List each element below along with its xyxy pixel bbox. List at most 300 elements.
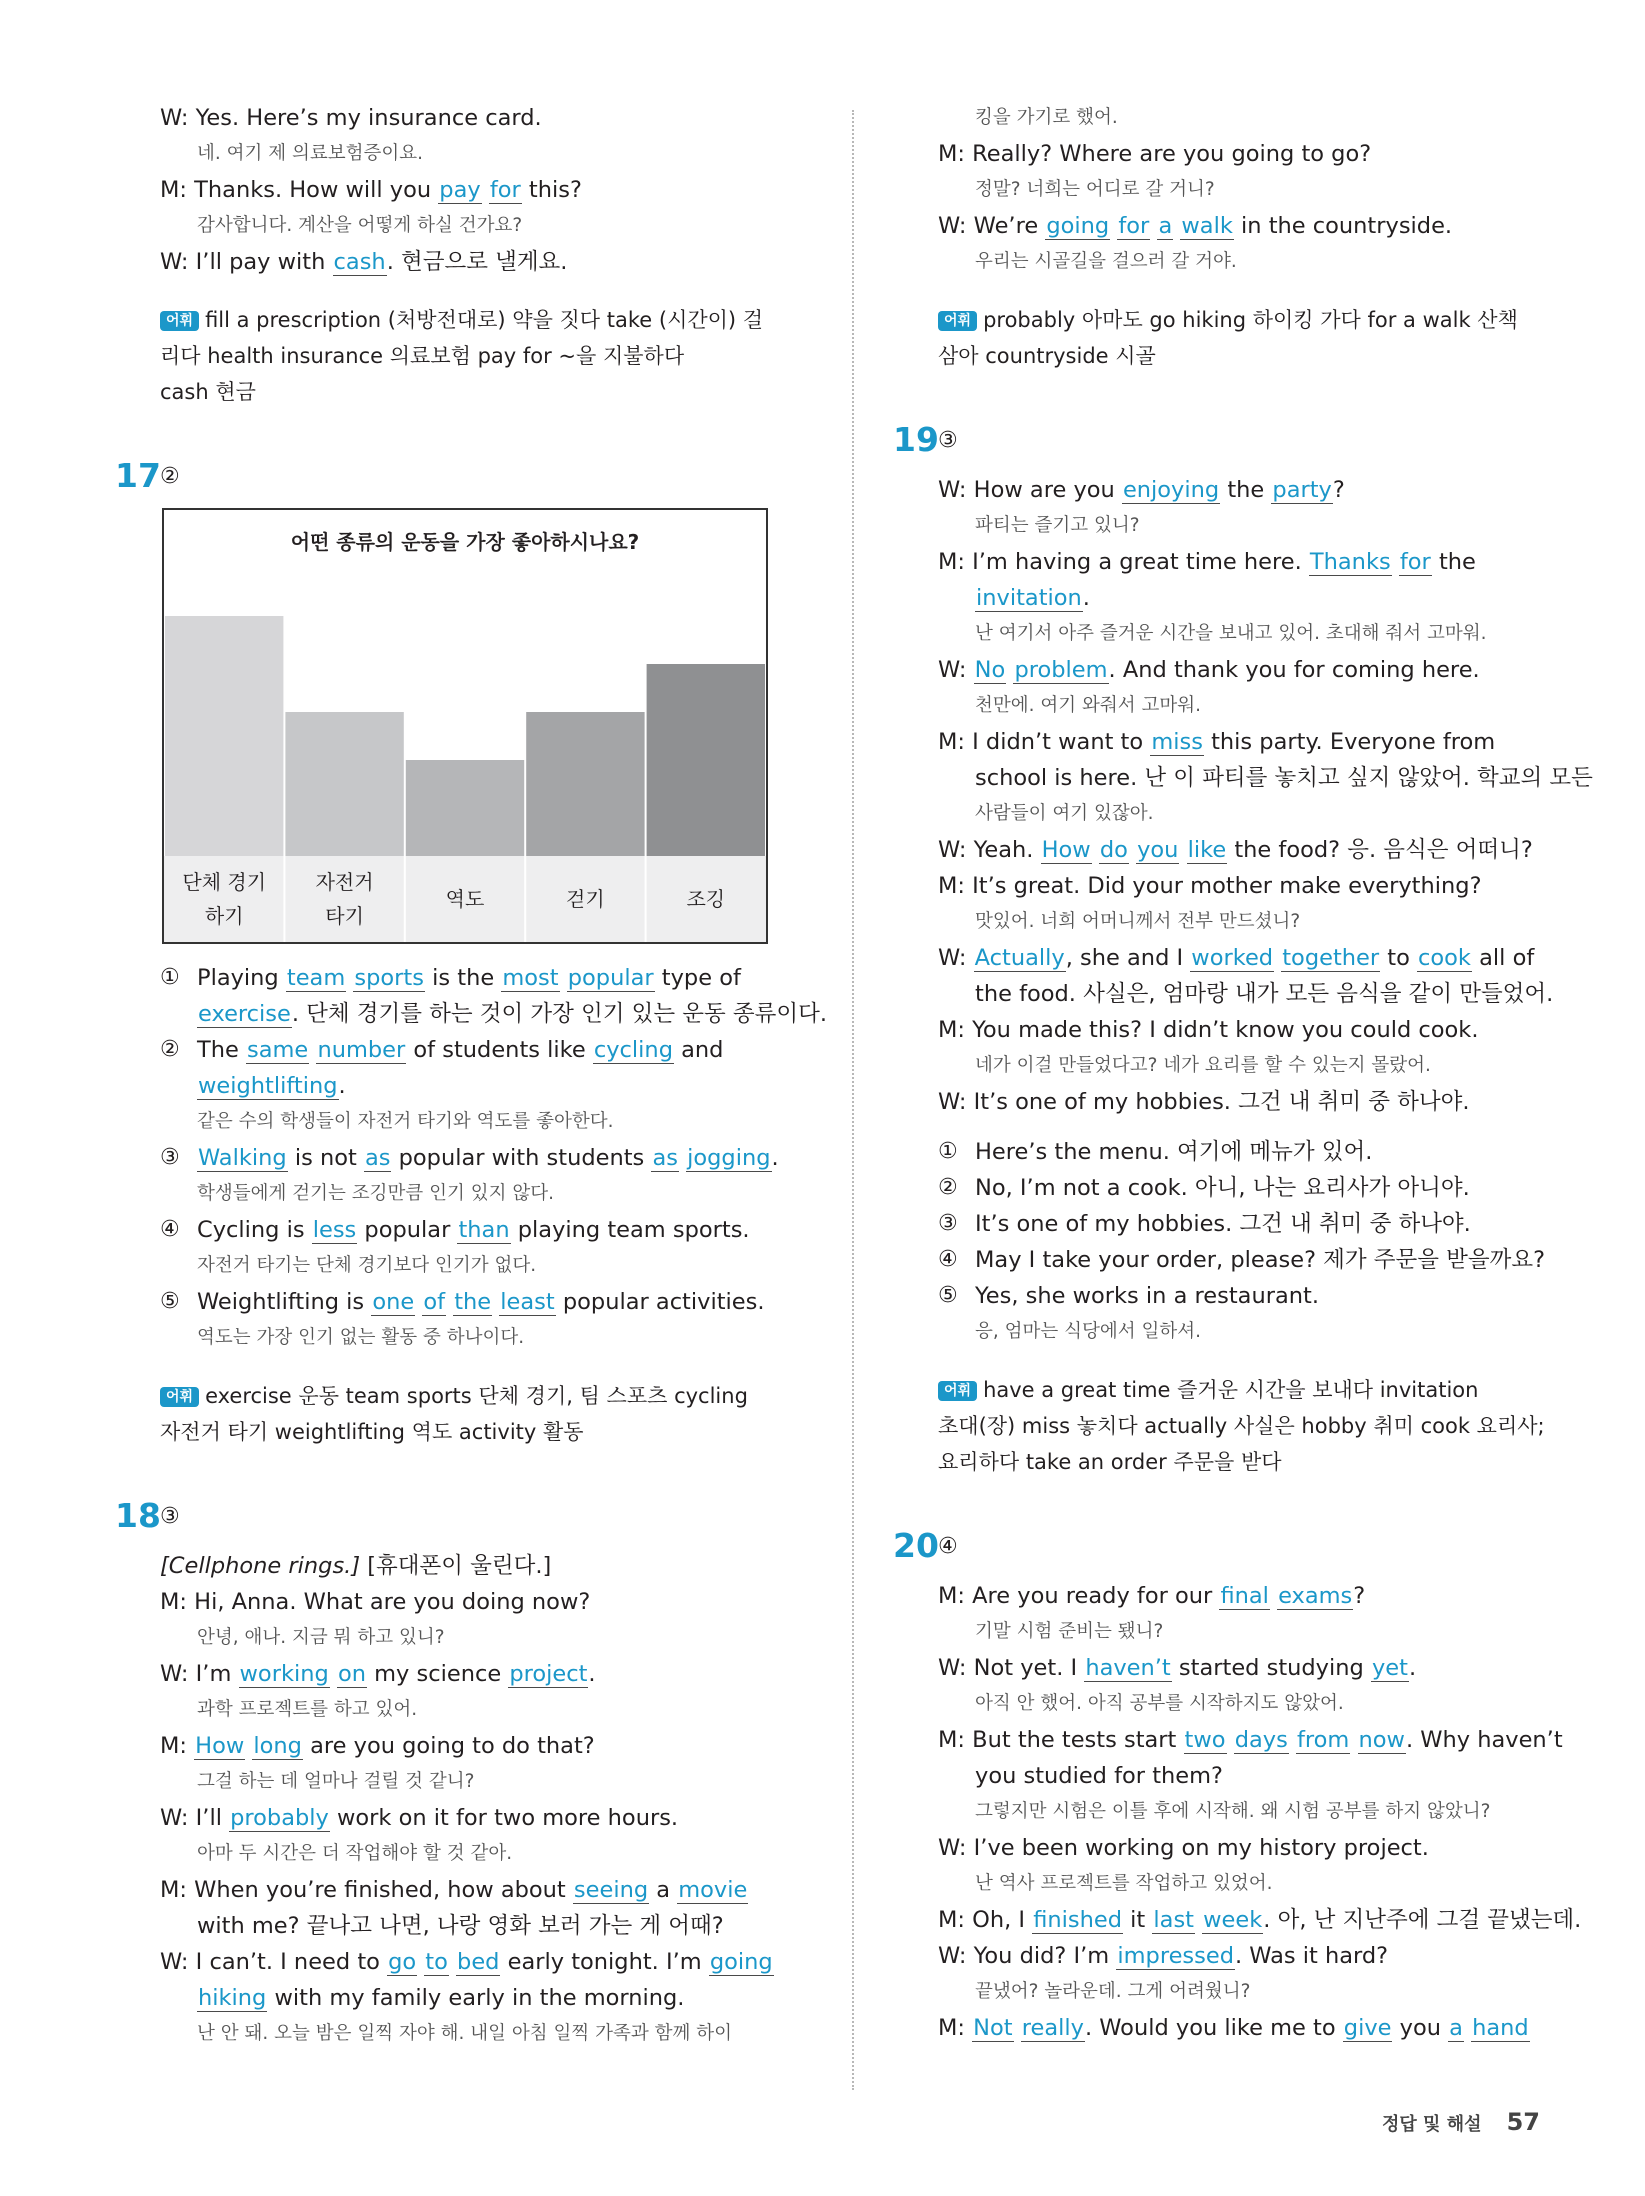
text-segment: Here’s the menu. 여기에 메뉴가 있어. xyxy=(975,1139,1373,1165)
text-segment: W: Yes. Here’s my insurance card. xyxy=(160,105,542,131)
text-segment: are you going to do that? xyxy=(302,1733,595,1759)
chart-x-tick-label: 역도 xyxy=(445,887,485,911)
dialogue-line xyxy=(938,868,1598,904)
answer-blank: a xyxy=(1158,213,1173,239)
text-segment: playing team sports. xyxy=(510,1217,750,1243)
question-number: 17 xyxy=(115,456,161,495)
vocab-tag: 어휘 xyxy=(938,311,977,331)
text-segment: W: xyxy=(938,657,974,683)
text-segment: M: Hi, Anna. What are you doing now? xyxy=(160,1589,591,1615)
option-line xyxy=(160,1284,820,1320)
stage-direction: [Cellphone rings.] xyxy=(160,1553,361,1579)
text-segment: M: xyxy=(938,2015,973,2041)
chart-x-tick-label: 단체 경기 하기 xyxy=(182,870,267,928)
korean-translation: 자전거 타기는 단체 경기보다 인기가 없다. xyxy=(197,1255,537,1276)
answer-blank: days xyxy=(1234,1727,1288,1753)
answer-blank: party xyxy=(1272,477,1332,503)
text-segment: is not xyxy=(287,1145,364,1171)
text-segment: W: I’ll pay with xyxy=(160,249,333,275)
answer-blank: haven’t xyxy=(1085,1655,1171,1681)
question-answer: ③ xyxy=(160,1504,180,1529)
text-segment: The xyxy=(197,1037,246,1063)
text-segment: W: I’ll xyxy=(160,1805,230,1831)
page-footer xyxy=(1382,2108,1540,2136)
text-segment: Weightlifting is xyxy=(197,1289,372,1315)
q17-options xyxy=(160,960,827,1356)
vocab-line xyxy=(160,302,820,338)
footer-title: 정답 및 해설 xyxy=(1382,2114,1482,2135)
answer-blank: as xyxy=(364,1145,391,1171)
q19-dialogue xyxy=(938,472,1598,1120)
answer-blank: for xyxy=(1399,549,1431,575)
vocab-box-17 xyxy=(160,1378,820,1450)
dialogue-line xyxy=(938,1650,1598,1686)
vocab-line xyxy=(160,338,820,374)
text-segment: work on it for two more hours. xyxy=(329,1805,679,1831)
text-segment: W: How are you xyxy=(938,477,1122,503)
answer-blank: How xyxy=(195,1733,245,1759)
page-number: 57 xyxy=(1506,2108,1540,2136)
option-number: ④ xyxy=(160,1217,180,1242)
question-answer: ③ xyxy=(938,428,958,453)
question-answer: ④ xyxy=(938,1534,958,1559)
q20-dialogue xyxy=(938,1578,1598,2046)
answer-blank: final xyxy=(1220,1583,1269,1609)
dialogue-line xyxy=(938,2010,1598,2046)
option-line xyxy=(938,1278,1598,1314)
answer-blank: seeing xyxy=(573,1877,649,1903)
vocab-tag: 어휘 xyxy=(160,311,199,331)
option-line xyxy=(160,1212,820,1248)
answer-blank: project xyxy=(509,1661,588,1687)
answer-blank: less xyxy=(312,1217,357,1243)
text-segment: W: I can’t. I need to xyxy=(160,1949,388,1975)
dialogue-line xyxy=(938,208,1598,244)
answer-blank: No xyxy=(974,657,1006,683)
dialogue-line xyxy=(160,1656,820,1692)
text-segment: ? xyxy=(1332,477,1345,503)
korean-translation: 네가 이걸 만들었다고? 네가 요리를 할 수 있는지 몰랐어. xyxy=(975,1055,1431,1076)
text-segment: . xyxy=(771,1145,779,1171)
answer-blank: impressed xyxy=(1117,1943,1234,1969)
dialogue-line xyxy=(160,1980,820,2016)
chart-x-tick-label: 걷기 xyxy=(566,887,605,911)
text-segment xyxy=(1350,1727,1357,1753)
answer-blank: Walking xyxy=(198,1145,287,1171)
answer-blank: one xyxy=(372,1289,415,1315)
vocab-text: 초대(장) miss 놓치다 actually 사실은 hobby 취미 cook 요리사; xyxy=(938,1414,1545,1438)
answer-blank: finished xyxy=(1033,1907,1123,1933)
text-segment: W: I’ve been working on my history project. xyxy=(938,1835,1429,1861)
dialogue-line xyxy=(938,1830,1598,1866)
q19-header xyxy=(893,414,1598,472)
question-answer: ② xyxy=(160,464,180,489)
option-number: ① xyxy=(938,1139,958,1164)
dialogue-line xyxy=(938,760,1598,796)
chart-title: 어떤 종류의 운동을 가장 좋아하시나요? xyxy=(290,530,640,554)
answer-blank: Actually xyxy=(974,945,1065,971)
option-number: ① xyxy=(160,965,180,990)
korean-translation: 그걸 하는 데 얼마나 걸릴 것 같니? xyxy=(197,1771,475,1792)
dialogue-line xyxy=(160,1584,820,1620)
text-segment: in the countryside. xyxy=(1233,213,1453,239)
answer-blank: team xyxy=(286,965,346,991)
answer-blank: than xyxy=(458,1217,510,1243)
text-segment xyxy=(1179,837,1186,863)
text-segment: M: But the tests start xyxy=(938,1727,1184,1753)
answer-blank: working xyxy=(239,1661,329,1687)
korean-translation: 역도는 가장 인기 없는 활동 중 하나이다. xyxy=(197,1327,525,1348)
question-number: 19 xyxy=(893,420,939,459)
vocab-line xyxy=(160,1378,820,1414)
vocab-tag: 어휘 xyxy=(938,1381,977,1401)
text-segment: it xyxy=(1123,1907,1153,1933)
answer-blank: number xyxy=(317,1037,406,1063)
text-segment: started studying xyxy=(1171,1655,1371,1681)
chart-x-tick-label: 조깅 xyxy=(686,887,726,911)
text-segment: early tonight. I’m xyxy=(500,1949,709,1975)
bar-chart xyxy=(162,508,768,944)
korean-translation: 파티는 즐기고 있니? xyxy=(975,515,1140,536)
korean-translation: 안녕, 애나. 지금 뭐 하고 있니? xyxy=(197,1627,445,1648)
text-segment: . xyxy=(338,1073,346,1099)
vocab-box-18 xyxy=(938,302,1598,374)
text-segment: W: Yeah. xyxy=(938,837,1041,863)
option-line xyxy=(160,960,820,996)
text-segment: May I take your order, please? 제가 주문을 받을까요? xyxy=(975,1247,1546,1273)
q20-header xyxy=(893,1520,1598,1578)
text-segment xyxy=(1227,1727,1234,1753)
text-segment: M: Oh, I xyxy=(938,1907,1033,1933)
korean-translation: 정말? 너희는 어디로 갈 거니? xyxy=(975,179,1215,200)
answer-blank: problem xyxy=(1014,657,1108,683)
dialogue-line xyxy=(160,100,820,136)
dialogue-line xyxy=(160,1728,820,1764)
answer-blank: same xyxy=(247,1037,309,1063)
text-segment: W: You did? I’m xyxy=(938,1943,1117,1969)
option-number: ⑤ xyxy=(160,1289,180,1314)
text-segment: No, I’m not a cook. 아니, 나는 요리사가 아니야. xyxy=(975,1175,1470,1201)
answer-blank: for xyxy=(489,177,521,203)
answer-blank: cycling xyxy=(593,1037,673,1063)
text-segment: a xyxy=(649,1877,678,1903)
option-line xyxy=(160,1140,820,1176)
chart-x-labels xyxy=(164,856,766,942)
answer-blank: Thanks xyxy=(1309,549,1391,575)
vocab-text: 리다 health insurance 의료보험 pay for ~을 지불하다 xyxy=(160,344,685,368)
korean-translation: 맛있어. 너희 어머니께서 전부 만드셨니? xyxy=(975,911,1301,932)
text-segment: . Why haven’t xyxy=(1405,1727,1563,1753)
text-segment: , she and I xyxy=(1065,945,1191,971)
dialogue-line xyxy=(938,544,1598,580)
korean-translation: 아마 두 시간은 더 작업해야 할 것 같아. xyxy=(197,1843,513,1864)
text-segment: this party. Everyone from xyxy=(1203,729,1496,755)
q18-continued xyxy=(938,100,1598,280)
option-line xyxy=(938,1170,1598,1206)
dialogue-line xyxy=(160,1548,820,1584)
dialogue-line xyxy=(938,1758,1598,1794)
text-segment: M: When you’re finished, how about xyxy=(160,1877,573,1903)
q18-dialogue xyxy=(160,1548,820,2052)
text-segment: school is here. 난 이 파티를 놓치고 싶지 않았어. 학교의 모든 xyxy=(975,765,1593,791)
text-segment: with my family early in the morning. xyxy=(267,1985,685,2011)
answer-blank: give xyxy=(1343,2015,1392,2041)
vocab-tag: 어휘 xyxy=(160,1387,199,1407)
text-segment: M: Really? Where are you going to go? xyxy=(938,141,1372,167)
answer-blank: do xyxy=(1099,837,1128,863)
text-segment: type of xyxy=(654,965,741,991)
answer-blank: cash xyxy=(333,249,386,275)
text-segment: this? xyxy=(521,177,582,203)
text-segment: . xyxy=(588,1661,596,1687)
text-segment: W: We’re xyxy=(938,213,1046,239)
q18-header xyxy=(115,1490,820,1548)
korean-translation: 네. 여기 제 의료보험증이요. xyxy=(197,143,423,164)
vocab-text: fill a prescription (처방전대로) 약을 짓다 take (시간이) 걸 xyxy=(205,308,764,332)
chart-bar xyxy=(285,712,403,856)
vocab-line xyxy=(160,374,820,410)
text-segment xyxy=(1289,1727,1296,1753)
text-segment: the food? 응. 음식은 어떠니? xyxy=(1227,837,1533,863)
dialogue-line xyxy=(938,1938,1598,1974)
q16-continued xyxy=(160,100,820,280)
vocab-text: 자전거 타기 weightlifting 역도 activity 활동 xyxy=(160,1420,584,1444)
column-divider xyxy=(852,110,854,2090)
text-segment: . 현금으로 낼게요. xyxy=(386,249,568,275)
option-line xyxy=(160,1068,820,1104)
dialogue-line xyxy=(938,1084,1598,1120)
dialogue-line xyxy=(938,1578,1598,1614)
korean-translation: 천만에. 여기 와줘서 고마워. xyxy=(975,695,1201,716)
answer-blank: like xyxy=(1187,837,1227,863)
text-segment: M: It’s great. Did your mother make everything? xyxy=(938,873,1482,899)
text-segment xyxy=(1270,1583,1277,1609)
dialogue-line xyxy=(938,1902,1598,1938)
text-segment: the xyxy=(1431,549,1476,575)
dialogue-line xyxy=(938,472,1598,508)
answer-blank: Not xyxy=(973,2015,1013,2041)
answer-blank: exams xyxy=(1278,1583,1353,1609)
korean-translation: 킹을 가기로 했어. xyxy=(975,107,1118,128)
answer-blank: go xyxy=(388,1949,417,1975)
text-segment: to xyxy=(1380,945,1418,971)
q17-header xyxy=(115,450,820,508)
q19-options xyxy=(938,1134,1598,1350)
chart-bar xyxy=(647,664,765,856)
korean-translation: 사람들이 여기 있잖아. xyxy=(975,803,1154,824)
text-segment: M: I didn’t want to xyxy=(938,729,1151,755)
text-segment: M: You made this? I didn’t know you could cook. xyxy=(938,1017,1479,1043)
text-segment: . 아, 난 지난주에 그걸 끝냈는데. xyxy=(1263,1907,1582,1933)
answer-blank: on xyxy=(337,1661,366,1687)
text-segment: . Would you like me to xyxy=(1084,2015,1343,2041)
korean-translation: 학생들에게 걷기는 조깅만큼 인기 있지 않다. xyxy=(197,1183,554,1204)
text-segment: M: I’m having a great time here. xyxy=(938,549,1309,575)
korean-translation: 과학 프로젝트를 하고 있어. xyxy=(197,1699,418,1720)
dialogue-line xyxy=(160,172,820,208)
vocab-text: exercise 운동 team sports 단체 경기, 팀 스포츠 cycling xyxy=(205,1384,748,1408)
vocab-line xyxy=(160,1414,820,1450)
answer-blank: to xyxy=(425,1949,448,1975)
dialogue-line xyxy=(160,244,820,280)
dialogue-line xyxy=(938,1722,1598,1758)
answer-blank: going xyxy=(709,1949,773,1975)
vocab-text: cash 현금 xyxy=(160,380,256,404)
answer-blank: hand xyxy=(1472,2015,1529,2041)
vocab-text: have a great time 즐거운 시간을 보내다 invitation xyxy=(983,1378,1479,1402)
vocab-line xyxy=(938,1372,1598,1408)
dialogue-line xyxy=(938,724,1598,760)
text-segment: you studied for them? xyxy=(975,1763,1223,1789)
korean-translation: 같은 수의 학생들이 자전거 타기와 역도를 좋아한다. xyxy=(197,1111,614,1132)
answer-blank: week xyxy=(1203,1907,1263,1933)
vocab-line xyxy=(938,1444,1598,1480)
option-number: ⑤ xyxy=(938,1283,958,1308)
text-segment: my science xyxy=(366,1661,509,1687)
vocab-text: probably 아마도 go hiking 하이킹 가다 for a walk 산책 xyxy=(983,308,1518,332)
dialogue-line xyxy=(160,1872,820,1908)
text-segment: is the xyxy=(424,965,502,991)
text-segment: the food. 사실은, 엄마랑 내가 모든 음식을 같이 만들었어. xyxy=(975,981,1554,1007)
answer-blank: now xyxy=(1358,1727,1405,1753)
answer-blank: bed xyxy=(457,1949,500,1975)
vocab-line xyxy=(938,1408,1598,1444)
dialogue-line xyxy=(160,1800,820,1836)
option-line xyxy=(160,996,827,1032)
text-segment: you xyxy=(1392,2015,1449,2041)
korean-translation: 기말 시험 준비는 됐니? xyxy=(975,1621,1164,1642)
text-segment: Cycling is xyxy=(197,1217,312,1243)
answer-blank: pay xyxy=(439,177,481,203)
answer-blank: two xyxy=(1184,1727,1226,1753)
text-segment: and xyxy=(673,1037,724,1063)
korean-translation: 난 여기서 아주 즐거운 시간을 보내고 있어. 초대해 줘서 고마워. xyxy=(975,623,1487,644)
answer-blank: really xyxy=(1021,2015,1084,2041)
text-segment xyxy=(1014,2015,1021,2041)
answer-blank: jogging xyxy=(687,1145,771,1171)
answer-blank: for xyxy=(1118,213,1150,239)
korean-translation: 응, 엄마는 식당에서 일하셔. xyxy=(975,1321,1201,1342)
text-segment: It’s one of my hobbies. 그건 내 취미 중 하나야. xyxy=(975,1211,1471,1237)
answer-blank: least xyxy=(500,1289,555,1315)
answer-blank: walk xyxy=(1181,213,1233,239)
left-column xyxy=(115,100,827,2052)
text-segment: W: I’m xyxy=(160,1661,239,1687)
answer-blank: you xyxy=(1137,837,1179,863)
chart-x-tick-label: 자전거 타기 xyxy=(315,870,374,928)
text-segment: . xyxy=(1408,1655,1417,1681)
dialogue-line xyxy=(938,976,1598,1012)
text-segment xyxy=(330,1661,337,1687)
answer-blank: worked xyxy=(1191,945,1274,971)
answer-blank: weightlifting xyxy=(198,1073,338,1099)
option-number: ② xyxy=(160,1037,180,1062)
dialogue-line xyxy=(938,832,1598,868)
text-segment: M: Are you ready for our xyxy=(938,1583,1220,1609)
vocab-text: 삼아 countryside 시골 xyxy=(938,344,1156,368)
text-segment: W: Not yet. I xyxy=(938,1655,1085,1681)
korean-translation: 난 역사 프로젝트를 작업하고 있었어. xyxy=(975,1873,1273,1894)
option-line xyxy=(938,1242,1598,1278)
answer-blank: of xyxy=(423,1289,446,1315)
answer-blank: a xyxy=(1449,2015,1463,2041)
option-line xyxy=(938,1134,1598,1170)
text-segment: ? xyxy=(1353,1583,1366,1609)
text-segment xyxy=(560,965,567,991)
answer-blank: sports xyxy=(354,965,424,991)
text-segment xyxy=(482,177,489,203)
text-segment: M: xyxy=(160,1733,195,1759)
dialogue-line xyxy=(938,1012,1598,1048)
text-segment: the xyxy=(1220,477,1272,503)
question-number: 20 xyxy=(893,1526,939,1565)
text-segment: popular activities. xyxy=(555,1289,765,1315)
korean-translation: 감사합니다. 계산을 어떻게 하실 건가요? xyxy=(197,215,523,236)
option-number: ③ xyxy=(160,1145,180,1170)
vocab-box-19 xyxy=(938,1372,1598,1480)
vocab-line xyxy=(938,338,1598,374)
korean-translation: 끝냈어? 놀라운데. 그게 어려웠니? xyxy=(975,1981,1251,2002)
answer-blank: going xyxy=(1046,213,1110,239)
chart-bar xyxy=(526,712,644,856)
text-segment: with me? 끝나고 나면, 나랑 영화 보러 가는 게 어때? xyxy=(197,1913,724,1939)
option-number: ② xyxy=(938,1175,958,1200)
dialogue-line xyxy=(160,1944,820,1980)
dialogue-line xyxy=(160,1908,820,1944)
answer-blank: cook xyxy=(1418,945,1471,971)
answer-blank: movie xyxy=(678,1877,748,1903)
answer-blank: from xyxy=(1296,1727,1350,1753)
korean-translation: 우리는 시골길을 걸으러 갈 거야. xyxy=(975,251,1237,272)
option-line xyxy=(938,1206,1598,1242)
question-number: 18 xyxy=(115,1496,161,1535)
option-line xyxy=(160,1032,820,1068)
text-segment: M: Thanks. How will you xyxy=(160,177,439,203)
right-column xyxy=(893,100,1598,2046)
answer-blank: How xyxy=(1041,837,1091,863)
text-segment: . 단체 경기를 하는 것이 가장 인기 있는 운동 종류이다. xyxy=(291,1001,827,1027)
answer-blank: last xyxy=(1153,1907,1194,1933)
text-segment: popular with students xyxy=(391,1145,652,1171)
text-segment: . xyxy=(1082,585,1090,611)
answer-blank: yet xyxy=(1371,1655,1408,1681)
text-segment: of students like xyxy=(406,1037,593,1063)
text-segment: all of xyxy=(1471,945,1535,971)
answer-blank: most xyxy=(502,965,559,991)
korean-translation: 그렇지만 시험은 이틀 후에 시작해. 왜 시험 공부를 하지 않았니? xyxy=(975,1801,1491,1822)
vocab-line xyxy=(938,302,1598,338)
chart-bar xyxy=(165,616,283,856)
text-segment xyxy=(1392,549,1399,575)
answer-blank: miss xyxy=(1151,729,1203,755)
answer-blank: long xyxy=(253,1733,302,1759)
dialogue-line xyxy=(938,940,1598,976)
text-segment: . And thank you for coming here. xyxy=(1108,657,1480,683)
dialogue-line xyxy=(938,136,1598,172)
text-segment: popular xyxy=(357,1217,458,1243)
vocab-box-16 xyxy=(160,302,820,410)
dialogue-line xyxy=(938,580,1598,616)
answer-blank: together xyxy=(1282,945,1380,971)
option-number: ③ xyxy=(938,1211,958,1236)
vocab-text: 요리하다 take an order 주문을 받다 xyxy=(938,1450,1282,1474)
text-segment: W: It’s one of my hobbies. 그건 내 취미 중 하나야. xyxy=(938,1089,1470,1115)
answer-blank: as xyxy=(652,1145,678,1171)
answer-blank: probably xyxy=(230,1805,329,1831)
text-segment: Yes, she works in a restaurant. xyxy=(975,1283,1319,1309)
chart-bar xyxy=(406,760,524,856)
answer-blank: the xyxy=(454,1289,492,1315)
